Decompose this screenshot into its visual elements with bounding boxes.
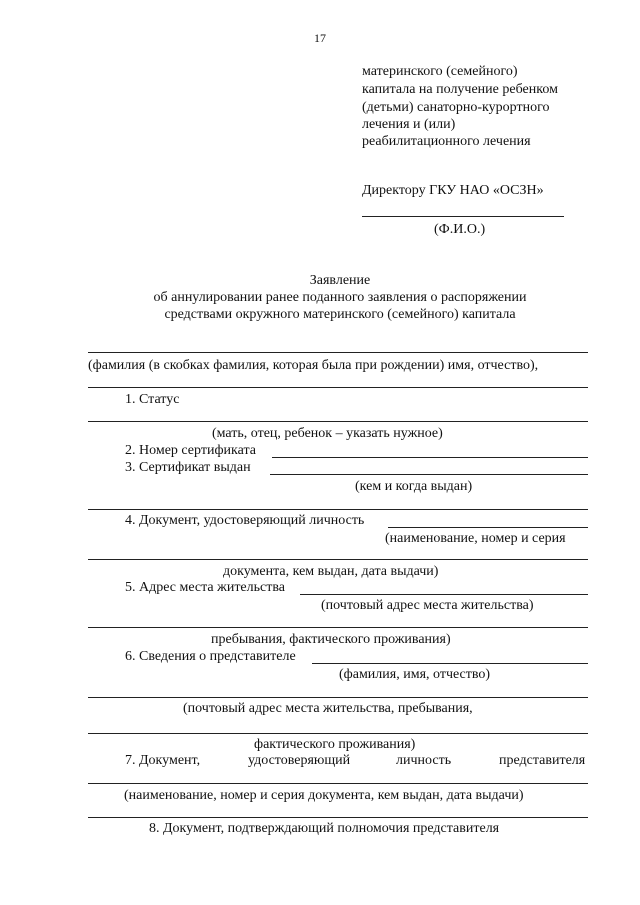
applicant-extra-line[interactable] [88,387,588,388]
address-caption-1: (почтовый адрес места жительства) [321,598,534,613]
item-representative-document-word-4: представителя [499,753,586,768]
item-certificate-number-label: 2. Номер сертификата [125,443,256,458]
header-line-1: материнского (семейного) [362,64,518,79]
item-representative-label: 6. Сведения о представителе [125,649,296,664]
address-caption-2: пребывания, фактического проживания) [211,632,451,647]
certificate-issued-extra-line[interactable] [88,509,588,510]
header-line-4: лечения и (или) [362,117,456,132]
header-line-5: реабилитационного лечения [362,134,531,149]
representative-name-caption: (фамилия, имя, отчество) [339,667,491,682]
document-heading: Заявление [309,273,371,288]
representative-document-caption: (наименование, номер и серия документа, кем выдан, дата выдачи) [124,788,524,803]
address-extra-line[interactable] [88,627,588,628]
representative-address-caption-2: фактического проживания) [254,737,416,752]
addressee: Директору ГКУ НАО «ОСЗН» [362,183,544,198]
item-representative-document-word-1: 7. Документ, [125,753,201,768]
applicant-fio-caption: (фамилия (в скобках фамилия, которая была при рождении) имя, отчество), [88,358,539,373]
item-certificate-issued-label: 3. Сертификат выдан [125,460,251,475]
representative-document-line[interactable] [88,783,588,784]
status-caption: (мать, отец, ребенок – указать нужное) [212,426,443,441]
status-line[interactable] [88,421,588,422]
item-authority-document-label: 8. Документ, подтверждающий полномочия представителя [149,821,500,836]
page-number: 17 [314,31,326,45]
applicant-fio-line[interactable] [88,352,588,353]
identity-document-extra-line[interactable] [88,559,588,560]
item-address-label: 5. Адрес места жительства [125,580,285,595]
certificate-issued-line[interactable] [270,474,588,475]
item-representative-document-word-3: личность [396,753,452,768]
addressee-name-line[interactable] [362,216,564,217]
document-title-line-1: об аннулировании ранее поданного заявления о распоряжении [153,290,527,305]
item-status-label: 1. Статус [125,392,180,407]
certificate-number-line[interactable] [272,457,588,458]
identity-document-caption-1: (наименование, номер и серия [385,531,566,546]
addressee-fio-caption: (Ф.И.О.) [434,222,486,237]
header-line-3: (детьми) санаторно-курортного [362,100,550,115]
representative-address-extra-line[interactable] [88,733,588,734]
header-line-2: капитала на получение ребенком [362,82,558,97]
representative-document-extra-line[interactable] [88,817,588,818]
certificate-issued-caption: (кем и когда выдан) [355,479,473,494]
identity-document-line[interactable] [388,527,588,528]
item-identity-document-label: 4. Документ, удостоверяющий личность [125,513,365,528]
representative-name-line[interactable] [312,663,588,664]
document-title-line-2: средствами окружного материнского (семейного) капитала [164,307,516,322]
representative-address-line[interactable] [88,697,588,698]
item-representative-document-word-2: удостоверяющий [248,753,351,768]
representative-address-caption-1: (почтовый адрес места жительства, пребывания, [183,701,473,716]
identity-document-caption-2: документа, кем выдан, дата выдачи) [223,564,439,579]
address-line[interactable] [300,594,588,595]
